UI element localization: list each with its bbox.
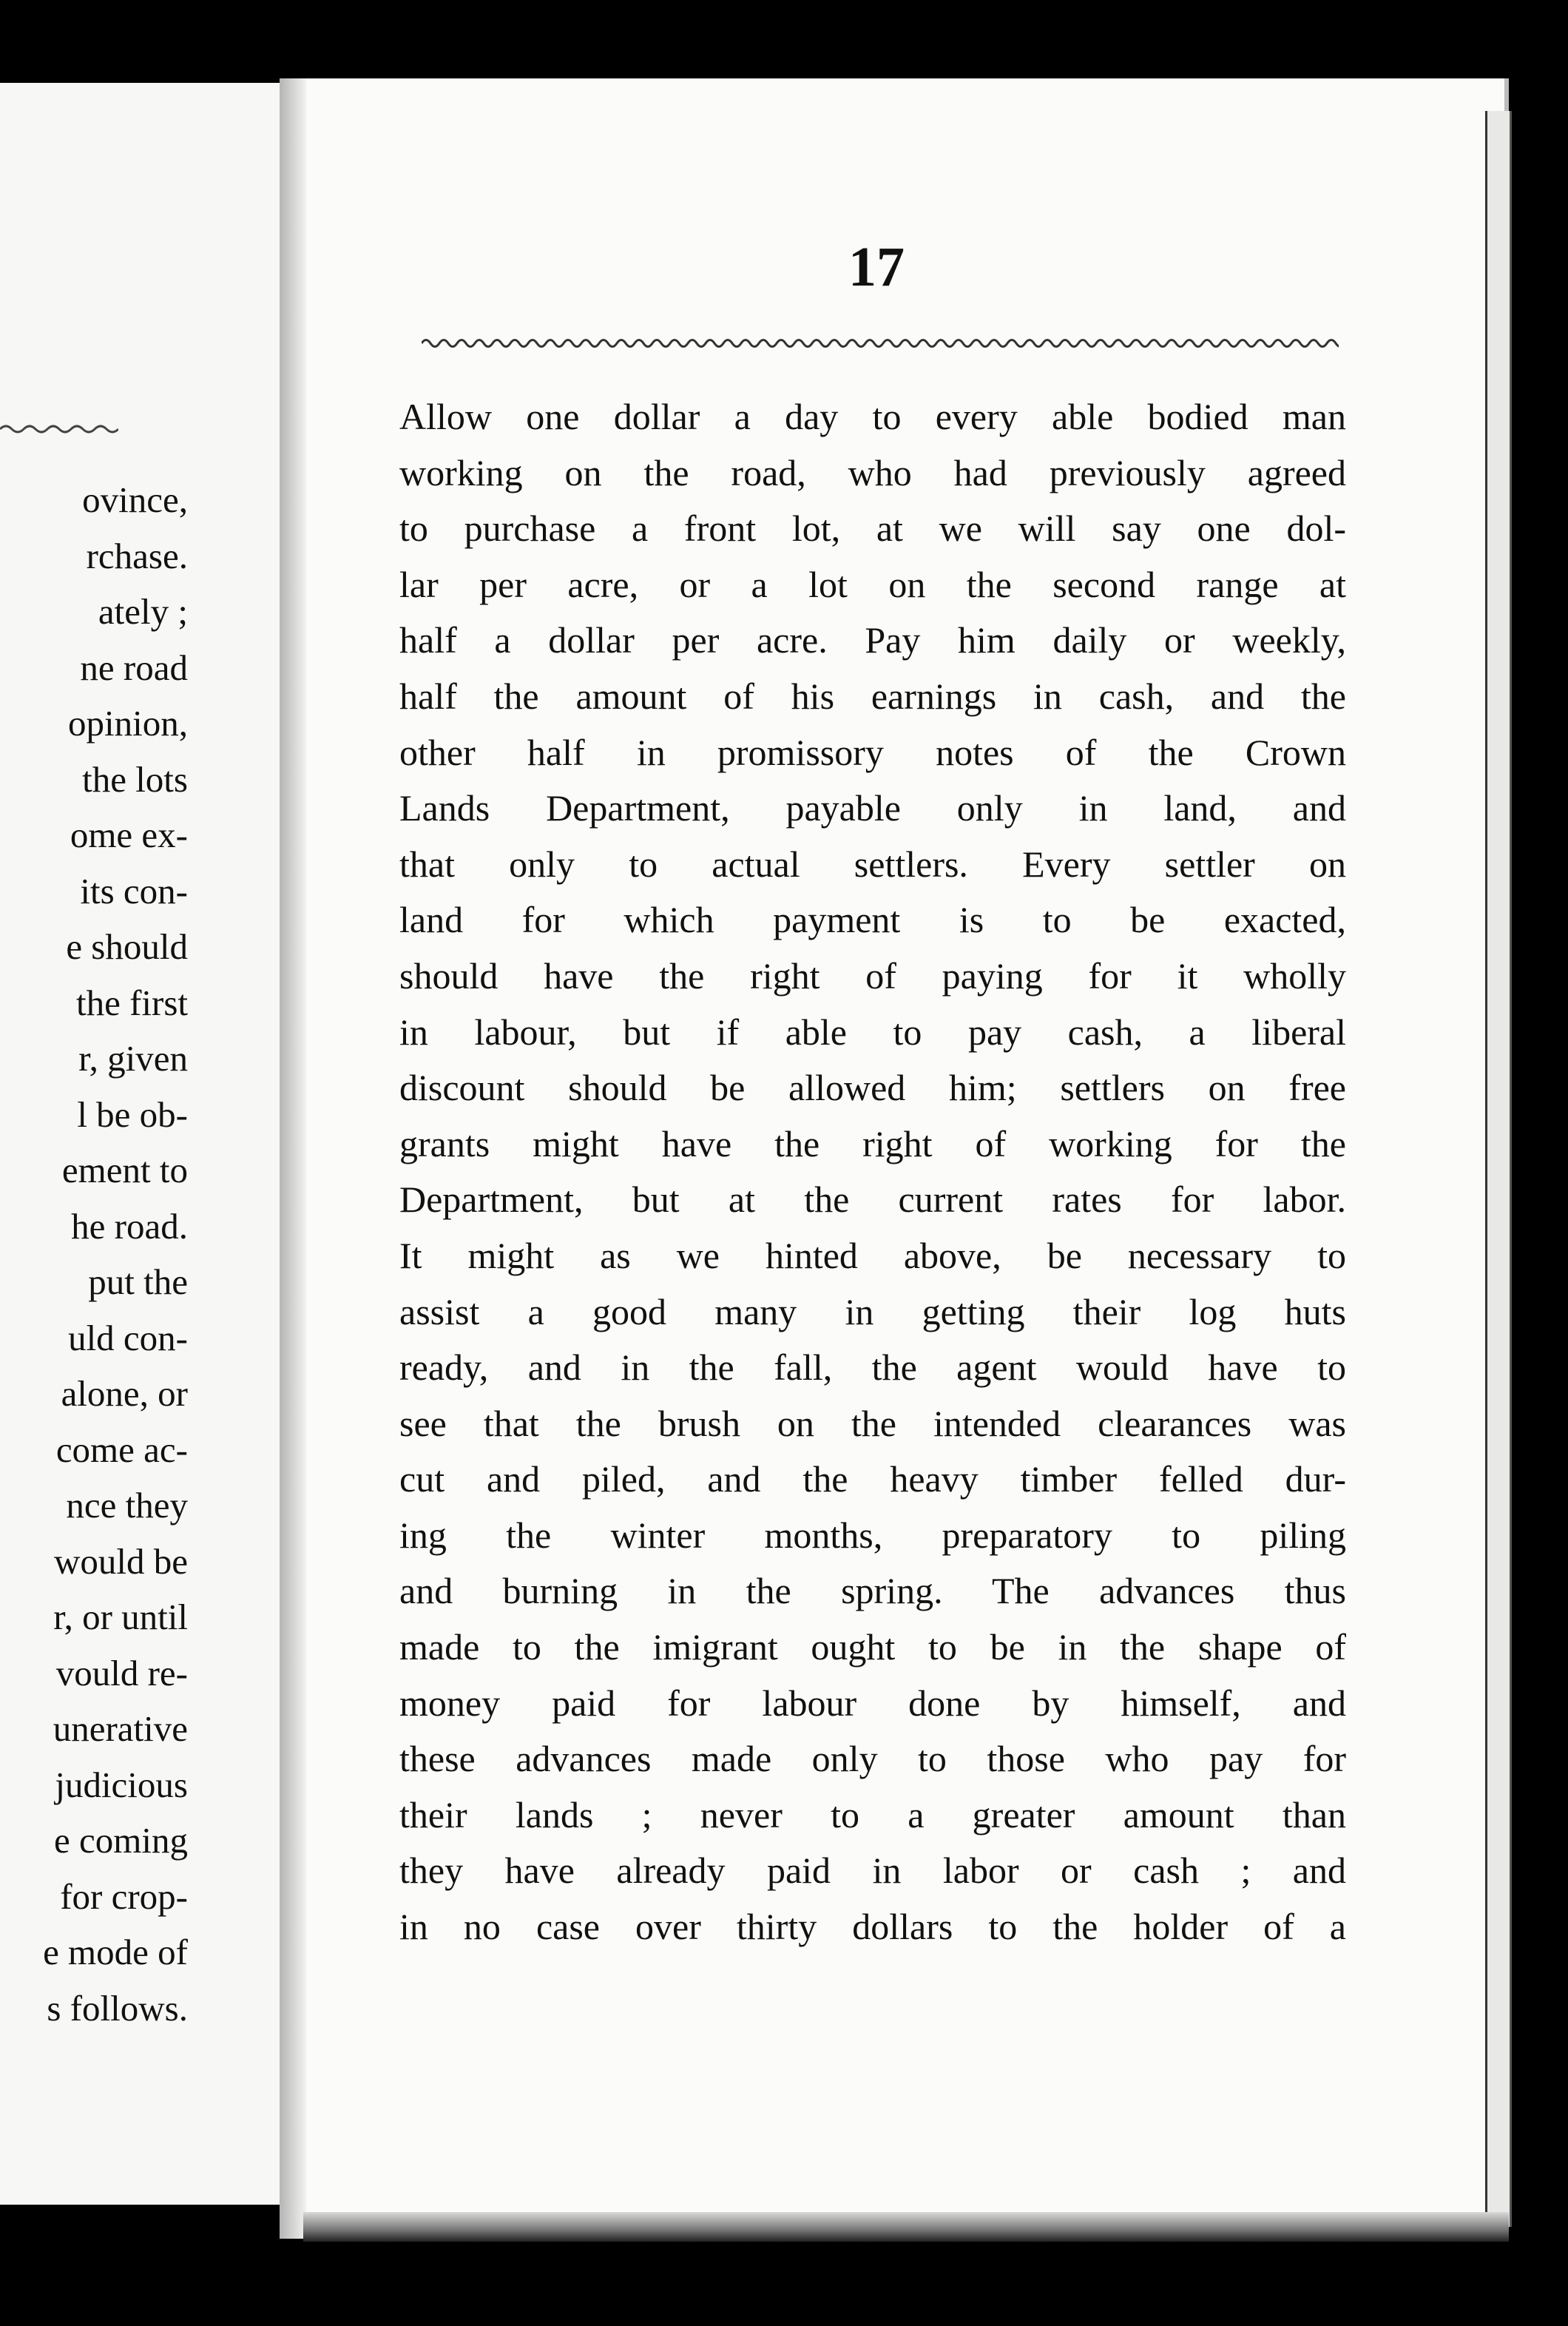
text-line: cut and piled, and the heavy timber felled dur- <box>399 1458 1346 1500</box>
left-text-line: would be <box>54 1540 188 1582</box>
text-line: half the amount of his earnings in cash, and the <box>399 675 1346 717</box>
text-line: ing the winter months, preparatory to piling <box>399 1514 1346 1556</box>
page-spine-shadow <box>280 78 306 2239</box>
body-text <box>399 389 1346 1955</box>
left-text-line: e mode of <box>43 1932 188 1972</box>
left-text-line: rchase. <box>86 535 188 576</box>
page-number: 17 <box>848 236 905 298</box>
text-line: they have already paid in labor or cash ; and <box>399 1850 1346 1892</box>
text-line: grants might have the right of working for the <box>399 1122 1346 1164</box>
text-line: working on the road, who had previously agreed <box>399 451 1346 493</box>
text-line: and burning in the spring. The advances thus <box>399 1570 1346 1612</box>
left-text-line: e should <box>66 926 188 967</box>
text-line: Department, but at the current rates for labor. <box>399 1179 1346 1221</box>
text-line: should have the right of paying for it wholly <box>399 954 1346 997</box>
left-text-line: ement to <box>61 1150 188 1190</box>
left-text-line: the first <box>75 982 188 1023</box>
left-text-line: uld con- <box>68 1317 188 1358</box>
text-line: ready, and in the fall, the agent would have to <box>399 1346 1346 1389</box>
left-text-line: judicious <box>55 1764 188 1805</box>
text-line: half a dollar per acre. Pay him daily or weekly, <box>399 619 1346 661</box>
page-stack-edge <box>1485 111 1512 2227</box>
ornament-rule <box>422 331 1339 354</box>
left-text-line: come ac- <box>55 1429 188 1470</box>
left-text-line: ome ex- <box>70 815 188 855</box>
text-line: that only to actual settlers. Every settler on <box>399 843 1346 885</box>
left-text-line: its con- <box>80 870 188 911</box>
left-text-line: e coming <box>54 1820 188 1861</box>
left-facing-page <box>0 83 283 2205</box>
left-text-line: ne road <box>80 647 188 688</box>
text-line: land for which payment is to be exacted, <box>399 899 1346 941</box>
text-line: It might as we hinted above, be necessary to <box>399 1234 1346 1276</box>
left-text-line: s follows. <box>47 1987 188 2029</box>
text-line: to purchase a front lot, at we will say one dol- <box>399 508 1346 550</box>
left-text-line: he road. <box>71 1205 188 1247</box>
left-text-line: ovince, <box>82 479 188 520</box>
left-text-line: vould re- <box>55 1652 188 1693</box>
text-line: lar per acre, or a lot on the second range at <box>399 563 1346 605</box>
text-line: their lands ; never to a greater amount than <box>399 1793 1346 1835</box>
left-text-line: alone, or <box>61 1373 188 1414</box>
text-line: other half in promissory notes of the Crown <box>399 731 1346 773</box>
left-text-line: opinion, <box>68 703 188 744</box>
text-line: made to the imigrant ought to be in the shape of <box>399 1626 1346 1668</box>
left-page-text <box>0 472 188 2036</box>
text-line: Lands Department, payable only in land, and <box>399 787 1346 829</box>
left-ornament-rule <box>0 416 118 438</box>
text-line: discount should be allowed him; settlers on free <box>399 1067 1346 1109</box>
left-text-line: l be ob- <box>77 1093 188 1135</box>
left-text-line: unerative <box>53 1708 188 1749</box>
left-text-line: put the <box>88 1261 188 1302</box>
text-line: these advances made only to those who pay for <box>399 1738 1346 1780</box>
text-line: assist a good many in getting their log huts <box>399 1290 1346 1332</box>
text-line: in no case over thirty dollars to the holder of a <box>399 1906 1346 1948</box>
text-line: see that the brush on the intended clearances was <box>399 1402 1346 1444</box>
left-text-line: for crop- <box>60 1875 188 1917</box>
left-text-line: ately ; <box>98 591 188 632</box>
page-bottom-edge <box>303 2212 1509 2242</box>
text-line: in labour, but if able to pay cash, a liberal <box>399 1011 1346 1053</box>
left-text-line: the lots <box>82 758 188 800</box>
left-text-line: r, or until <box>53 1597 188 1637</box>
text-line: money paid for labour done by himself, and <box>399 1682 1346 1724</box>
text-line: Allow one dollar a day to every able bodied man <box>399 396 1346 437</box>
left-text-line: nce they <box>66 1485 188 1526</box>
left-text-line: r, given <box>78 1038 188 1079</box>
